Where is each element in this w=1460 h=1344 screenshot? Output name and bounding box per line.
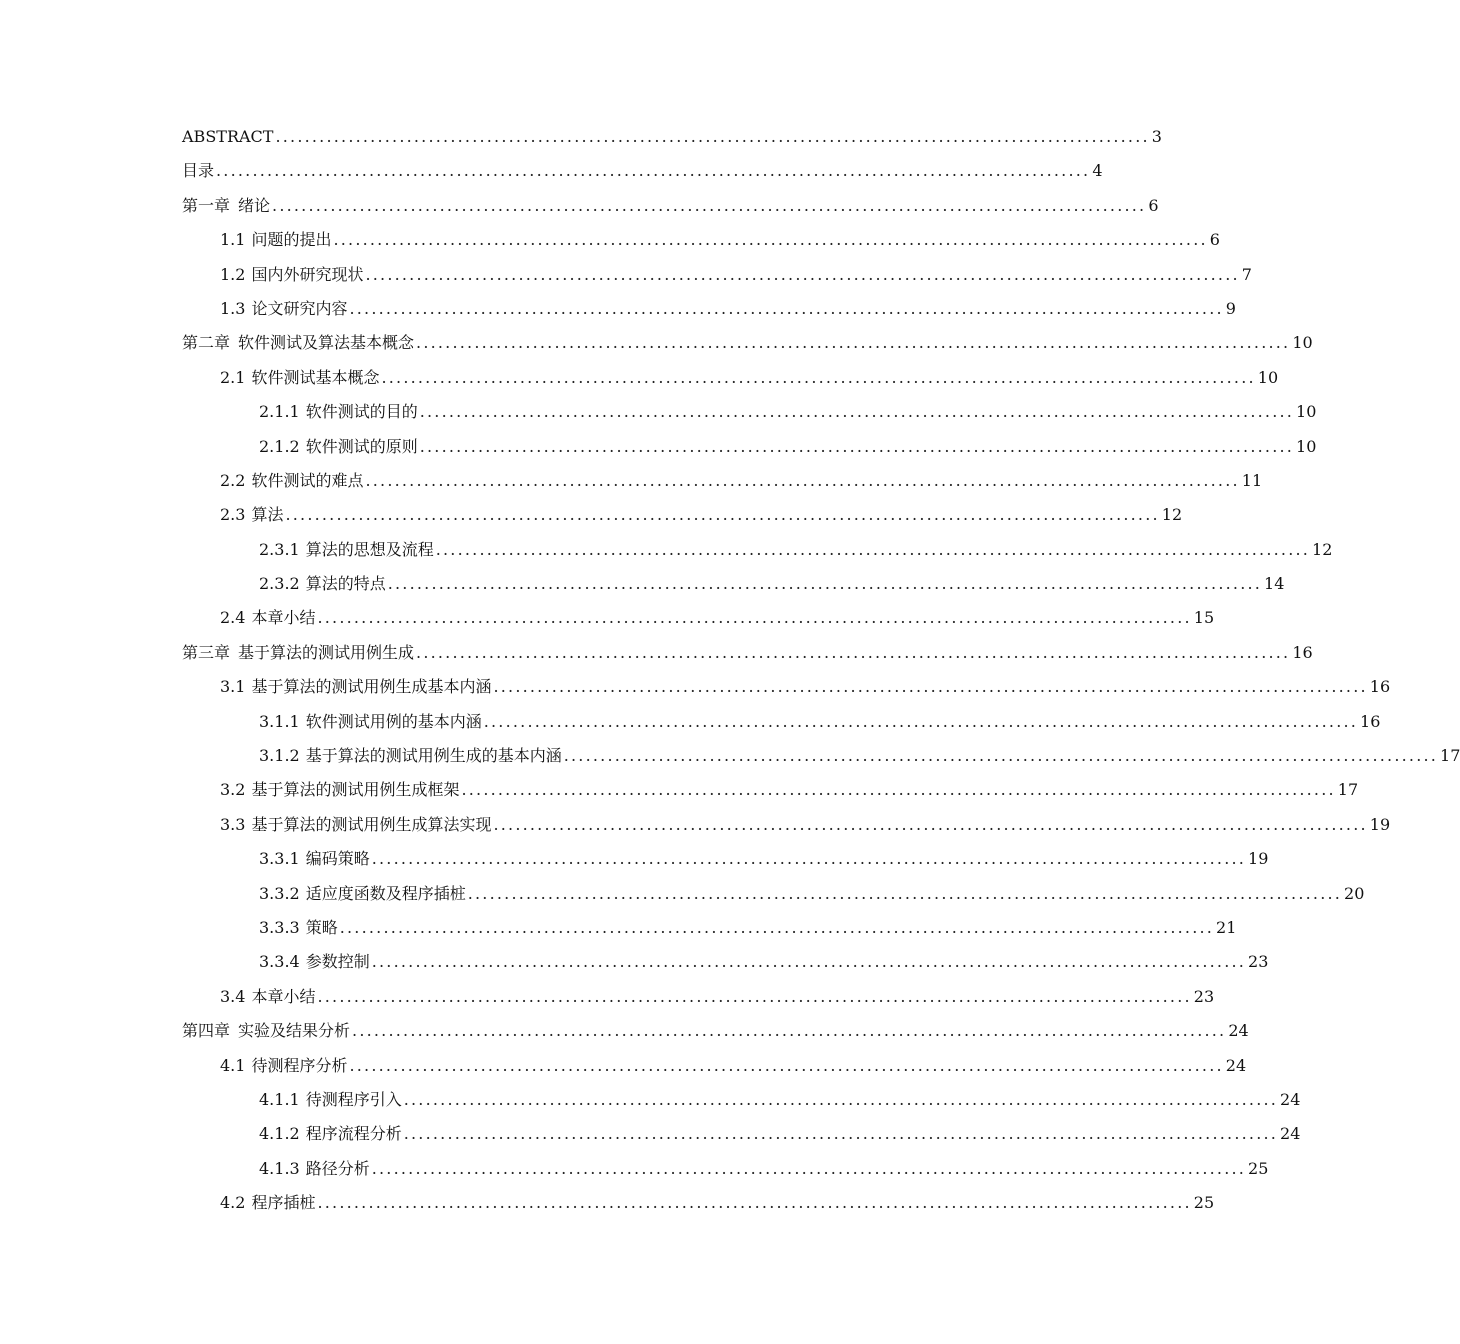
toc-entry-number: 3.3 bbox=[220, 814, 246, 834]
toc-entry-text: 适应度函数及程序插桩 bbox=[305, 883, 466, 903]
toc-entry-title bbox=[182, 1014, 350, 1048]
toc-entry-page-number: 23 bbox=[1248, 952, 1269, 972]
toc-entry-number: 4.2 bbox=[220, 1193, 246, 1213]
dot-leader: ........................................................................................................................ bbox=[339, 917, 1215, 937]
dot-leader: ........................................................................................................................ bbox=[285, 505, 1160, 525]
toc-entry-title bbox=[259, 877, 466, 911]
toc-entry[interactable] bbox=[182, 842, 1269, 876]
toc-entry[interactable] bbox=[182, 498, 1183, 532]
toc-entry-text: 软件测试基本概念 bbox=[251, 367, 380, 387]
toc-entry-page-number: 21 bbox=[1216, 917, 1237, 937]
toc-entry-number: 3.3.2 bbox=[259, 883, 300, 903]
table-of-contents bbox=[182, 120, 1460, 1221]
toc-entry-page-number: 12 bbox=[1161, 505, 1183, 525]
dot-leader: ........................................................................................................................ bbox=[317, 986, 1192, 1006]
toc-entry-number: 2.3.1 bbox=[259, 539, 300, 559]
toc-entry[interactable] bbox=[182, 1083, 1301, 1117]
toc-entry-page-number: 16 bbox=[1369, 677, 1391, 697]
toc-entry[interactable] bbox=[182, 189, 1159, 223]
toc-entry-title bbox=[220, 980, 315, 1014]
toc-entry[interactable] bbox=[182, 980, 1215, 1014]
toc-entry-number: 2.1 bbox=[220, 367, 246, 387]
toc-entry-title bbox=[220, 808, 491, 842]
toc-entry-number: 3.3.3 bbox=[259, 917, 300, 937]
toc-entry[interactable] bbox=[182, 361, 1279, 395]
toc-entry-number: 2.1.2 bbox=[259, 436, 300, 456]
toc-entry-title bbox=[220, 292, 347, 326]
toc-entry[interactable] bbox=[182, 120, 1162, 154]
toc-entry-page-number: 4 bbox=[1092, 161, 1103, 181]
toc-entry-number: 3.3.4 bbox=[259, 952, 300, 972]
toc-entry-page-number: 12 bbox=[1312, 539, 1333, 559]
toc-entry-number: 2.2 bbox=[220, 470, 246, 490]
toc-entry-title bbox=[259, 1152, 370, 1186]
toc-entry-page-number: 23 bbox=[1193, 986, 1215, 1006]
toc-entry-title bbox=[182, 189, 270, 223]
toc-entry-text: 程序流程分析 bbox=[305, 1124, 402, 1144]
toc-entry-title bbox=[182, 636, 414, 670]
toc-entry-text: 软件测试用例的基本内涵 bbox=[305, 711, 482, 731]
toc-entry-page-number: 24 bbox=[1280, 1089, 1301, 1109]
toc-entry-number: 第三章 bbox=[182, 642, 231, 662]
toc-entry-number: 1.2 bbox=[220, 264, 246, 284]
dot-leader: ........................................................................................................................ bbox=[371, 952, 1247, 972]
toc-entry[interactable] bbox=[182, 808, 1391, 842]
toc-entry-text: 软件测试的原则 bbox=[305, 436, 418, 456]
toc-entry-text: 实验及结果分析 bbox=[238, 1021, 351, 1041]
toc-entry-page-number: 9 bbox=[1225, 298, 1236, 318]
toc-entry-number: 4.1.1 bbox=[259, 1089, 300, 1109]
toc-entry[interactable] bbox=[182, 533, 1333, 567]
dot-leader: ........................................................................................................................ bbox=[371, 1158, 1247, 1178]
toc-entry-text: 软件测试的难点 bbox=[251, 470, 364, 490]
dot-leader: ........................................................................................................................ bbox=[416, 333, 1291, 353]
toc-entry-text: 问题的提出 bbox=[251, 230, 332, 250]
toc-entry-title bbox=[259, 945, 370, 979]
toc-entry[interactable] bbox=[182, 567, 1285, 601]
toc-entry[interactable] bbox=[182, 464, 1263, 498]
toc-entry-text: 基于算法的测试用例生成算法实现 bbox=[251, 814, 492, 834]
toc-entry-title bbox=[259, 395, 418, 429]
dot-leader: ........................................................................................................................ bbox=[349, 298, 1224, 318]
toc-entry-title bbox=[220, 258, 363, 292]
toc-entry-number: 3.4 bbox=[220, 986, 246, 1006]
toc-entry-title bbox=[220, 601, 315, 635]
toc-entry-number: 3.3.1 bbox=[259, 849, 300, 869]
toc-entry-title bbox=[220, 670, 491, 704]
toc-entry-text: 国内外研究现状 bbox=[251, 264, 364, 284]
toc-entry-text: 算法 bbox=[251, 505, 284, 525]
toc-entry-page-number: 19 bbox=[1248, 849, 1269, 869]
toc-entry-page-number: 10 bbox=[1296, 436, 1317, 456]
toc-entry-number: 3.1 bbox=[220, 677, 246, 697]
toc-entry-page-number: 6 bbox=[1209, 230, 1220, 250]
toc-entry-title bbox=[220, 464, 363, 498]
toc-entry-text: 算法的思想及流程 bbox=[305, 539, 434, 559]
toc-entry-title bbox=[259, 1083, 402, 1117]
toc-entry-title bbox=[259, 533, 434, 567]
toc-entry-text: 本章小结 bbox=[251, 608, 316, 628]
toc-entry[interactable] bbox=[182, 1117, 1301, 1151]
toc-entry[interactable] bbox=[182, 1152, 1269, 1186]
toc-entry-page-number: 24 bbox=[1228, 1021, 1249, 1041]
dot-leader: ........................................................................................................................ bbox=[275, 127, 1150, 146]
toc-entry-text: 软件测试的目的 bbox=[305, 402, 418, 422]
dot-leader: ........................................................................................................................ bbox=[461, 780, 1336, 800]
toc-entry[interactable] bbox=[182, 945, 1269, 979]
toc-entry-number: 第二章 bbox=[182, 333, 231, 353]
toc-entry[interactable] bbox=[182, 636, 1313, 670]
toc-entry-number: 1.3 bbox=[220, 298, 246, 318]
toc-entry-title bbox=[182, 326, 414, 360]
dot-leader: ........................................................................................................................ bbox=[419, 436, 1295, 456]
dot-leader: ........................................................................................................................ bbox=[317, 608, 1192, 628]
toc-entry-page-number: 16 bbox=[1292, 642, 1313, 662]
toc-entry-text: ABSTRACT bbox=[182, 127, 274, 146]
toc-entry-text: 论文研究内容 bbox=[251, 298, 348, 318]
toc-entry[interactable] bbox=[182, 773, 1359, 807]
toc-entry[interactable] bbox=[182, 258, 1252, 292]
toc-entry[interactable] bbox=[182, 877, 1365, 911]
dot-leader: ........................................................................................................................ bbox=[493, 814, 1368, 834]
toc-entry-title bbox=[220, 773, 459, 807]
toc-entry-number: 第一章 bbox=[182, 195, 231, 215]
toc-entry-number: 3.1.1 bbox=[259, 711, 300, 731]
toc-entry[interactable] bbox=[182, 705, 1381, 739]
toc-entry-title bbox=[259, 842, 370, 876]
dot-leader: ........................................................................................................................ bbox=[317, 1193, 1192, 1213]
toc-entry-text: 程序插桩 bbox=[251, 1193, 316, 1213]
toc-entry-title bbox=[220, 498, 283, 532]
toc-entry-page-number: 20 bbox=[1344, 883, 1365, 903]
dot-leader: ........................................................................................................................ bbox=[416, 642, 1291, 662]
dot-leader: ........................................................................................................................ bbox=[419, 402, 1295, 422]
toc-entry-number: 1.1 bbox=[220, 230, 246, 250]
toc-entry[interactable] bbox=[182, 223, 1220, 257]
toc-entry-title bbox=[259, 430, 418, 464]
dot-leader: ........................................................................................................................ bbox=[493, 677, 1368, 697]
toc-entry[interactable] bbox=[182, 911, 1237, 945]
dot-leader: ........................................................................................................................ bbox=[467, 883, 1343, 903]
toc-entry-page-number: 15 bbox=[1193, 608, 1215, 628]
toc-entry-text: 路径分析 bbox=[305, 1158, 370, 1178]
toc-entry[interactable] bbox=[182, 154, 1103, 188]
toc-entry-page-number: 16 bbox=[1360, 711, 1381, 731]
dot-leader: ........................................................................................................................ bbox=[483, 711, 1359, 731]
toc-entry-page-number: 7 bbox=[1241, 264, 1252, 284]
toc-entry[interactable] bbox=[182, 739, 1460, 773]
toc-entry-page-number: 3 bbox=[1151, 127, 1162, 146]
toc-entry-page-number: 10 bbox=[1296, 402, 1317, 422]
toc-entry[interactable] bbox=[182, 670, 1391, 704]
toc-entry-page-number: 25 bbox=[1248, 1158, 1269, 1178]
toc-entry-page-number: 6 bbox=[1148, 195, 1159, 215]
toc-entry-number: 4.1.2 bbox=[259, 1124, 300, 1144]
toc-entry-page-number: 14 bbox=[1264, 574, 1285, 594]
toc-entry-text: 软件测试及算法基本概念 bbox=[238, 333, 415, 353]
toc-entry-title bbox=[220, 1186, 315, 1220]
dot-leader: ........................................................................................................................ bbox=[371, 849, 1247, 869]
dot-leader: ........................................................................................................................ bbox=[333, 230, 1208, 250]
toc-entry-number: 3.1.2 bbox=[259, 746, 300, 766]
toc-entry[interactable] bbox=[182, 292, 1236, 326]
toc-entry-title bbox=[259, 739, 562, 773]
toc-entry-title bbox=[220, 223, 331, 257]
toc-entry-title bbox=[259, 567, 386, 601]
toc-entry[interactable] bbox=[182, 395, 1317, 429]
toc-entry-title bbox=[220, 1049, 347, 1083]
toc-entry-number: 第四章 bbox=[182, 1021, 231, 1041]
toc-entry-text: 策略 bbox=[305, 917, 338, 937]
toc-entry-page-number: 17 bbox=[1337, 780, 1359, 800]
toc-entry-number: 4.1 bbox=[220, 1055, 246, 1075]
toc-entry-title bbox=[182, 154, 214, 188]
dot-leader: ........................................................................................................................ bbox=[349, 1055, 1224, 1075]
toc-entry-text: 待测程序引入 bbox=[305, 1089, 402, 1109]
toc-entry[interactable] bbox=[182, 430, 1317, 464]
toc-entry[interactable] bbox=[182, 1186, 1215, 1220]
toc-entry-text: 本章小结 bbox=[251, 986, 316, 1006]
toc-entry-text: 基于算法的测试用例生成基本内涵 bbox=[251, 677, 492, 697]
toc-entry-page-number: 19 bbox=[1369, 814, 1391, 834]
dot-leader: ........................................................................................................................ bbox=[365, 470, 1240, 490]
toc-entry-page-number: 11 bbox=[1241, 470, 1263, 490]
toc-entry-page-number: 17 bbox=[1440, 746, 1460, 766]
toc-entry[interactable] bbox=[182, 1014, 1249, 1048]
toc-entry-title bbox=[220, 361, 379, 395]
toc-entry-page-number: 24 bbox=[1280, 1124, 1301, 1144]
dot-leader: ........................................................................................................................ bbox=[352, 1021, 1227, 1041]
toc-entry-text: 编码策略 bbox=[305, 849, 370, 869]
toc-entry-page-number: 10 bbox=[1257, 367, 1279, 387]
toc-entry-page-number: 24 bbox=[1225, 1055, 1247, 1075]
toc-entry-text: 参数控制 bbox=[305, 952, 370, 972]
toc-entry-number: 4.1.3 bbox=[259, 1158, 300, 1178]
toc-entry-number: 2.1.1 bbox=[259, 402, 300, 422]
dot-leader: ........................................................................................................................ bbox=[403, 1089, 1279, 1109]
toc-entry-title bbox=[259, 705, 482, 739]
toc-entry-text: 算法的特点 bbox=[305, 574, 386, 594]
dot-leader: ........................................................................................................................ bbox=[381, 367, 1256, 387]
toc-entry-text: 目录 bbox=[182, 161, 215, 181]
toc-entry-number: 2.3 bbox=[220, 505, 246, 525]
toc-entry-page-number: 10 bbox=[1292, 333, 1313, 353]
toc-entry-number: 3.2 bbox=[220, 780, 246, 800]
dot-leader: ........................................................................................................................ bbox=[216, 161, 1091, 181]
dot-leader: ........................................................................................................................ bbox=[435, 539, 1311, 559]
toc-entry[interactable] bbox=[182, 1049, 1247, 1083]
dot-leader: ........................................................................................................................ bbox=[403, 1124, 1279, 1144]
toc-entry[interactable] bbox=[182, 601, 1215, 635]
toc-entry[interactable] bbox=[182, 326, 1313, 360]
toc-entry-title bbox=[182, 120, 273, 154]
dot-leader: ........................................................................................................................ bbox=[563, 746, 1439, 766]
dot-leader: ........................................................................................................................ bbox=[387, 574, 1263, 594]
dot-leader: ........................................................................................................................ bbox=[272, 195, 1147, 215]
toc-entry-text: 基于算法的测试用例生成框架 bbox=[251, 780, 460, 800]
toc-entry-text: 基于算法的测试用例生成的基本内涵 bbox=[305, 746, 562, 766]
toc-entry-page-number: 25 bbox=[1193, 1193, 1215, 1213]
toc-entry-text: 绪论 bbox=[238, 195, 271, 215]
toc-entry-text: 基于算法的测试用例生成 bbox=[238, 642, 415, 662]
toc-entry-number: 2.3.2 bbox=[259, 574, 300, 594]
toc-entry-number: 2.4 bbox=[220, 608, 246, 628]
toc-entry-title bbox=[259, 911, 338, 945]
toc-entry-text: 待测程序分析 bbox=[251, 1055, 348, 1075]
dot-leader: ........................................................................................................................ bbox=[365, 264, 1240, 284]
toc-entry-title bbox=[259, 1117, 402, 1151]
